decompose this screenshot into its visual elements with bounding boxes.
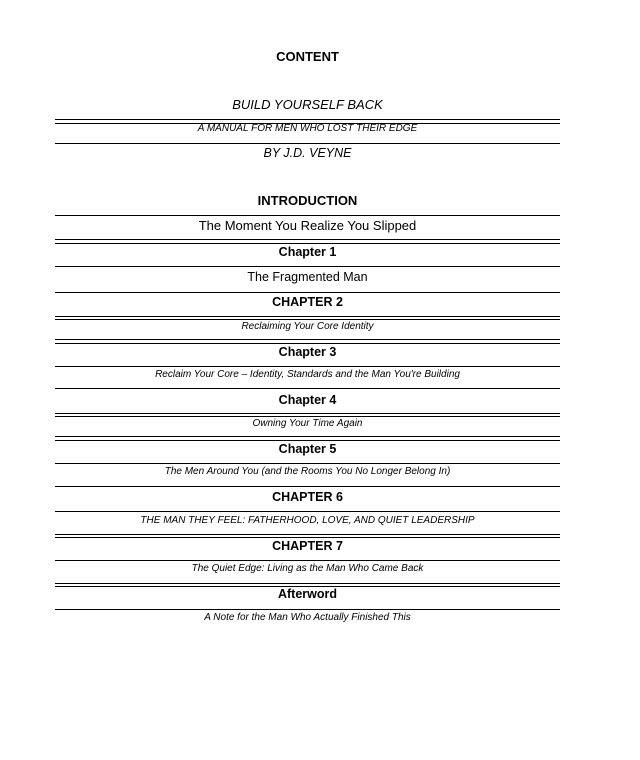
divider: [55, 583, 560, 584]
chapter-7-title: The Quiet Edge: Living as the Man Who Came Back: [191, 563, 424, 574]
book-subtitle: A MANUAL FOR MEN WHO LOST THEIR EDGE: [197, 123, 418, 134]
book-author: BY J.D. VEYNE: [263, 146, 352, 160]
afterword-title: A Note for the Man Who Actually Finished This: [204, 612, 411, 623]
divider: [55, 388, 560, 389]
divider: [55, 609, 560, 610]
divider: [55, 486, 560, 487]
chapter-6-title: THE MAN THEY FEEL: FATHERHOOD, LOVE, AND QUIET LEADERSHIP: [140, 515, 475, 526]
chapter-3-label: Chapter 3: [278, 345, 337, 359]
afterword-label: Afterword: [277, 587, 338, 601]
chapter-2-title: Reclaiming Your Core Identity: [241, 321, 374, 332]
divider: [55, 239, 560, 240]
divider: [55, 463, 560, 464]
divider: [55, 440, 560, 441]
chapter-1-title: The Fragmented Man: [247, 270, 368, 284]
page-title: CONTENT: [276, 49, 339, 64]
divider: [55, 319, 560, 320]
divider: [55, 537, 560, 538]
introduction-label: INTRODUCTION: [257, 193, 358, 208]
divider: [55, 511, 560, 512]
divider: [55, 243, 560, 244]
chapter-5-label: Chapter 5: [278, 442, 337, 456]
chapter-3-title: Reclaim Your Core – Identity, Standards and the Man You're Building: [155, 369, 460, 380]
divider: [55, 215, 560, 216]
divider: [55, 534, 560, 535]
divider: [55, 266, 560, 267]
divider: [55, 292, 560, 293]
divider: [55, 143, 560, 144]
chapter-4-label: Chapter 4: [278, 393, 337, 407]
book-title: BUILD YOURSELF BACK: [232, 97, 383, 112]
chapter-6-label: CHAPTER 6: [272, 490, 343, 504]
chapter-5-title: The Men Around You (and the Rooms You No Longer Belong In): [164, 466, 451, 477]
divider: [55, 366, 560, 367]
divider: [55, 560, 560, 561]
divider: [55, 436, 560, 437]
chapter-2-label: CHAPTER 2: [272, 295, 343, 309]
chapter-7-label: CHAPTER 7: [272, 539, 343, 553]
chapter-1-label: Chapter 1: [278, 245, 337, 259]
divider: [55, 119, 560, 120]
divider: [55, 339, 560, 340]
chapter-4-title: Owning Your Time Again: [252, 418, 363, 429]
divider: [55, 416, 560, 417]
introduction-title: The Moment You Realize You Slipped: [198, 218, 417, 233]
divider: [55, 343, 560, 344]
divider: [55, 316, 560, 317]
divider: [55, 413, 560, 414]
